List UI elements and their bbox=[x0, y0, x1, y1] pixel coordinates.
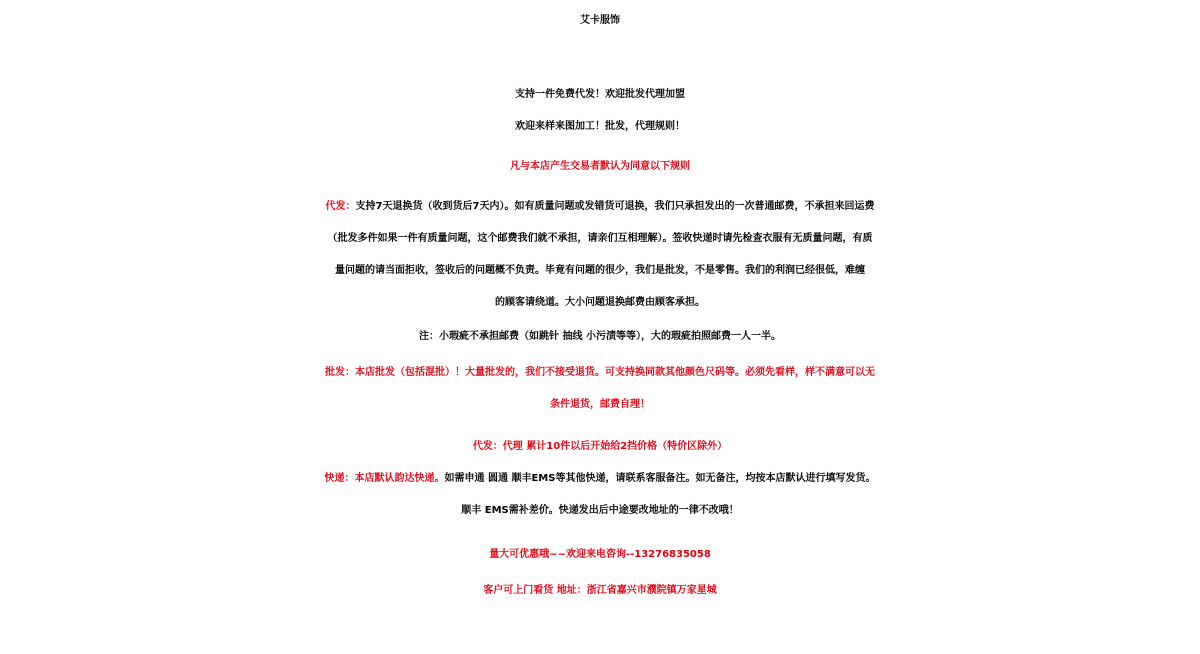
page-title: 艾卡服饰 bbox=[580, 15, 620, 26]
dropship-label: 代发： bbox=[325, 201, 356, 212]
shipping-policy-line-1 bbox=[0, 474, 1200, 484]
intro-line-1: 支持一件免费代发！欢迎批发代理加盟 bbox=[515, 89, 685, 100]
dropship-policy-line-3: 量问题的请当面拒收，签收后的问题概不负责。毕竟有问题的很少，我们是批发，不是零售。我们的利润已经很低，难缠 bbox=[335, 265, 865, 276]
wholesale-policy-line-2: 条件退货，邮费自理！ bbox=[550, 399, 650, 410]
wholesale-policy-line-1: 批发：本店批发（包括混批）！大量批发的，我们不接受退货。可支持换同款其他颜色尺码等。必须先看样，样不满意可以无 bbox=[325, 367, 875, 378]
shipping-policy-line-2: 顺丰 EMS需补差价。快递发出后中途要改地址的一律不改哦！ bbox=[461, 505, 739, 516]
dropship-policy-line-4: 的顾客请绕道。大小问题退换邮费由顾客承担。 bbox=[495, 297, 705, 308]
agent-pricing: 代发：代理 累计10件以后开始给2挡价格（特价区除外） bbox=[472, 441, 728, 452]
defect-note: 注：小瑕疵不承担邮费（如跳针 抽线 小污渍等等），大的瑕疵拍照邮费一人一半。 bbox=[419, 331, 781, 342]
rules-heading: 凡与本店产生交易者默认为同意以下规则 bbox=[510, 161, 690, 172]
dropship-policy-line-2: （批发多件如果一件有质量问题，这个邮费我们就不承担，请亲们互相理解）。签收快递时请先检查衣服有无质量问题，有质 bbox=[327, 233, 873, 244]
dropship-policy-line-1 bbox=[0, 202, 1200, 212]
contact-phone: 量大可优惠哦~~欢迎来电咨询--13276835058 bbox=[489, 549, 711, 560]
intro-line-2: 欢迎来样来图加工！批发，代理规则！ bbox=[515, 121, 685, 132]
shipping-label: 快递：本店默认韵达快递。 bbox=[324, 473, 445, 484]
contact-address: 客户可上门看货 地址：浙江省嘉兴市濮院镇万家星城 bbox=[483, 585, 717, 596]
shipping-text-1: 如需申通 圆通 顺丰EMS等其他快递，请联系客服备注。如无备注，均按本店默认进行填写发货。 bbox=[444, 473, 876, 484]
dropship-text-1: 支持7天退换货（收到货后7天内）。如有质量问题或发错货可退换，我们只承担发出的一次普通邮费，不承担来回运费 bbox=[355, 201, 875, 212]
